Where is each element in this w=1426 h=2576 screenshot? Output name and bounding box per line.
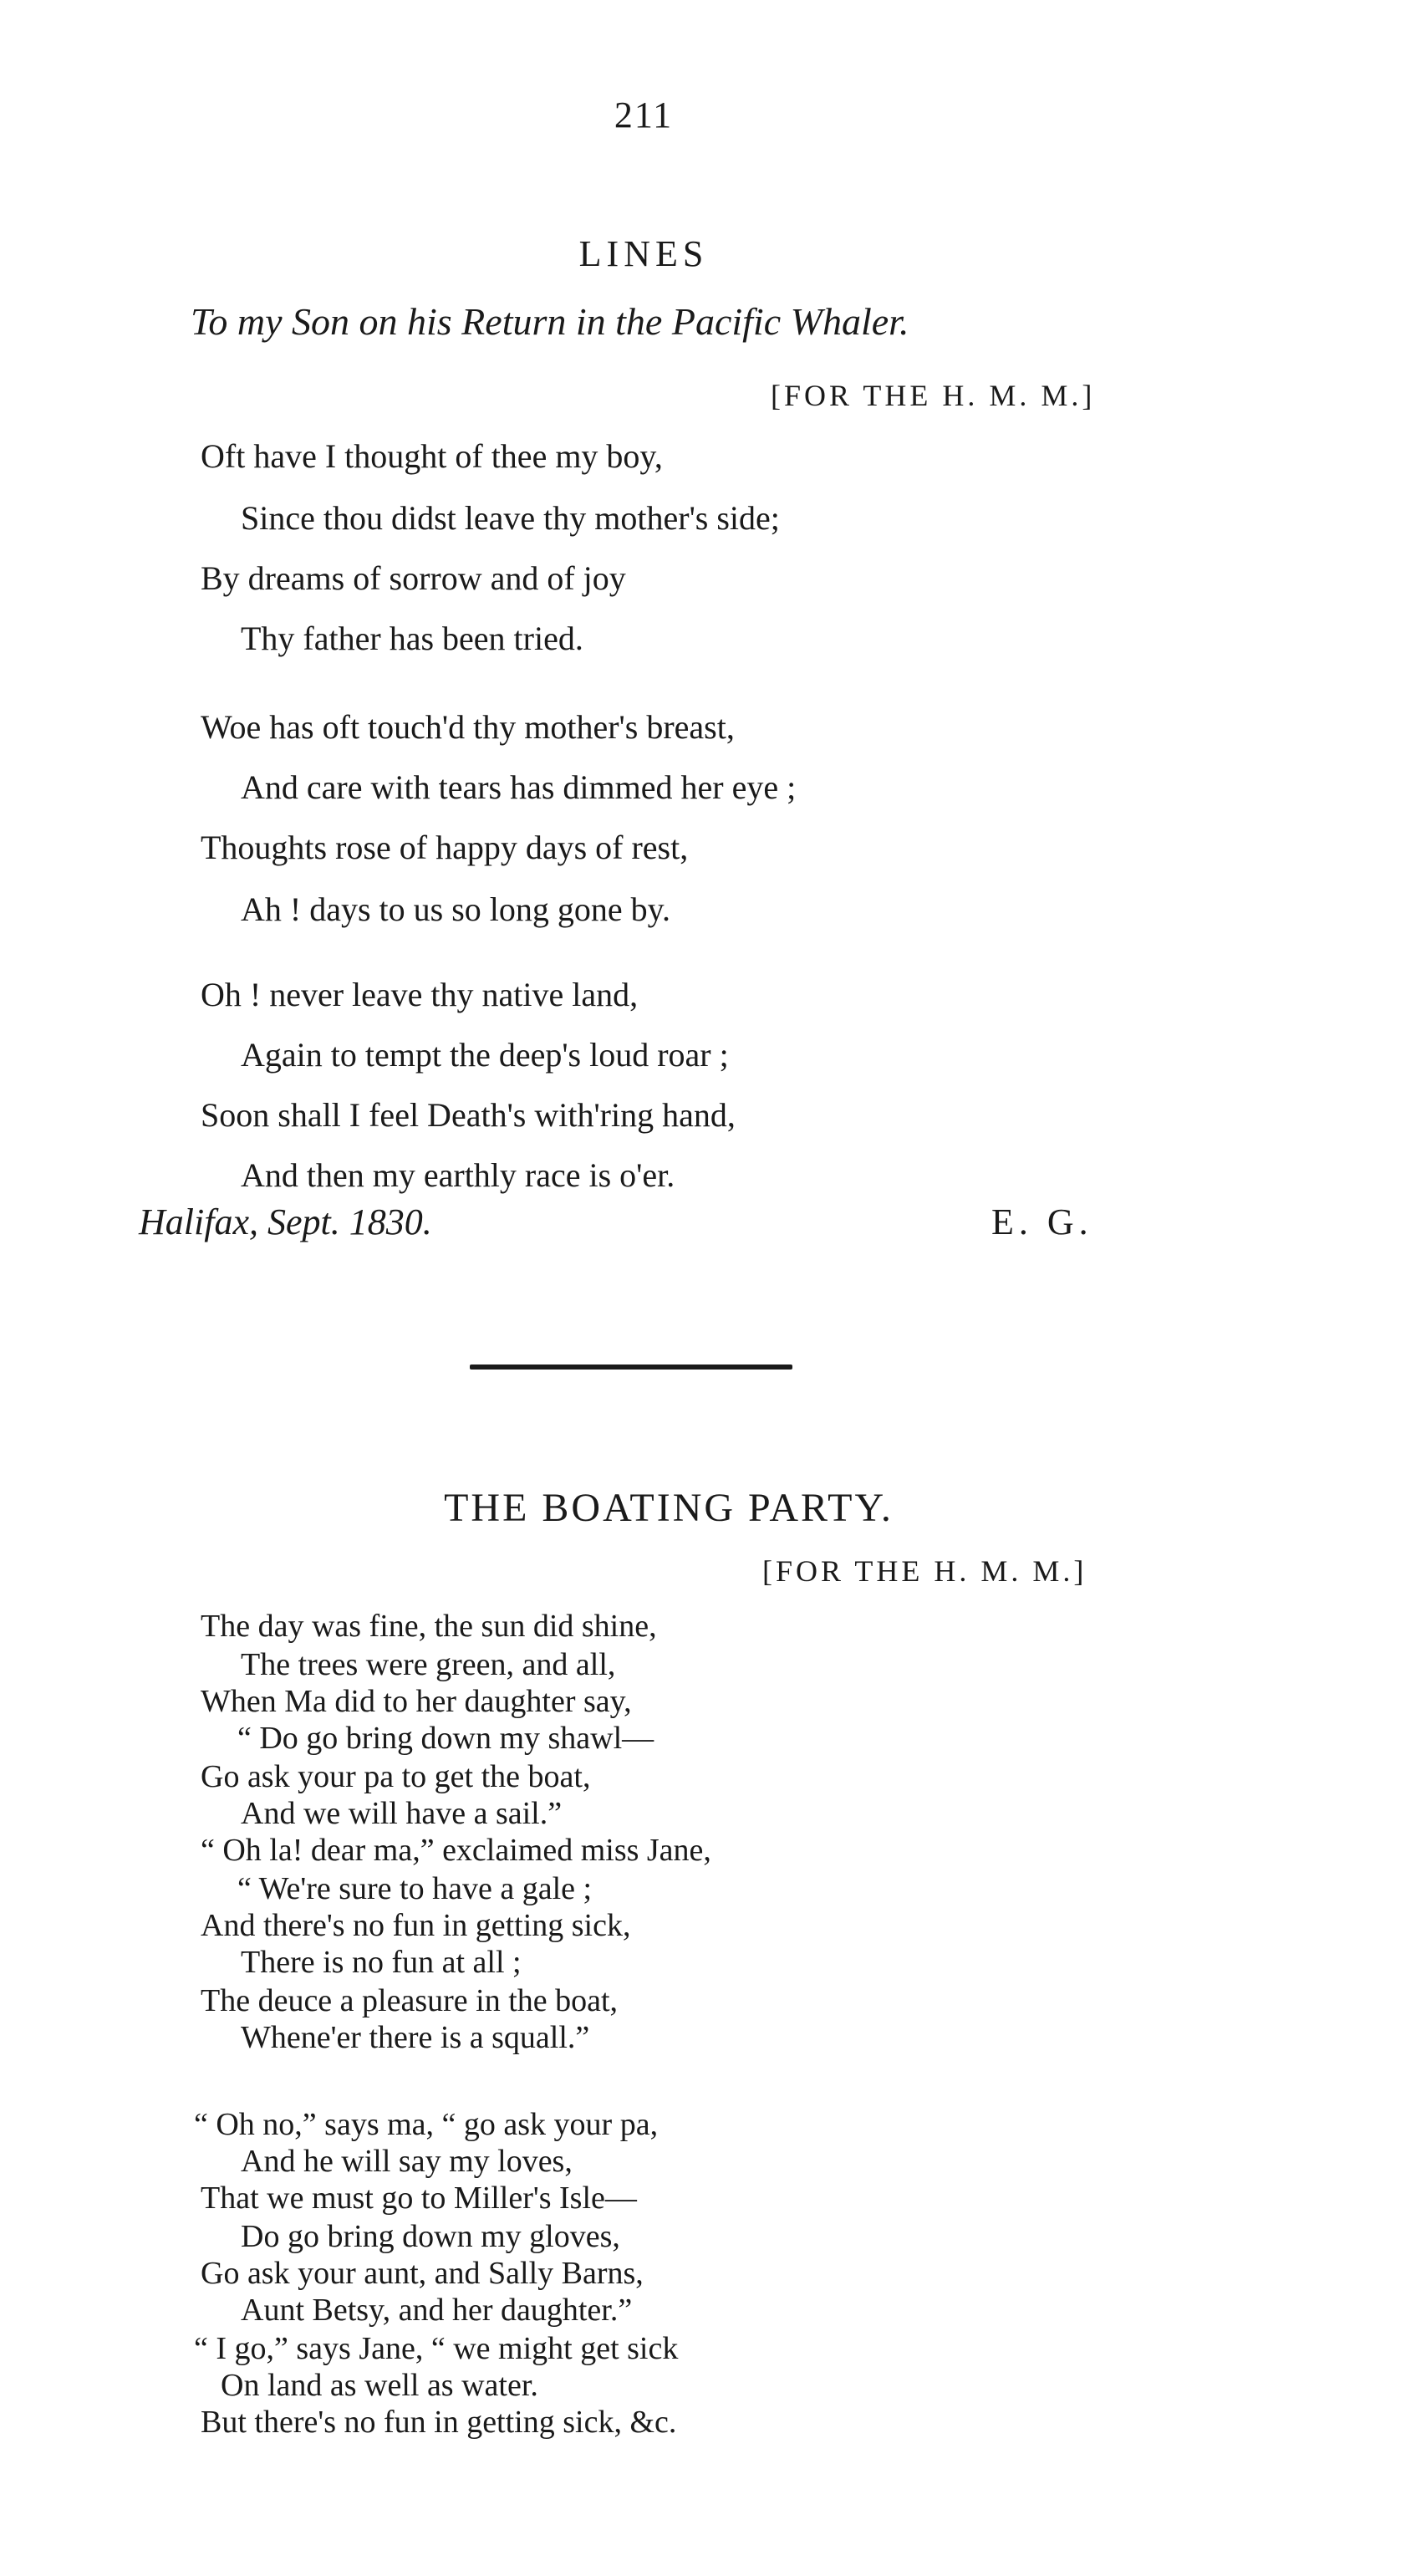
poem2-line: But there's no fun in getting sick, &c.: [201, 2405, 677, 2440]
poem1-title: LINES: [578, 233, 709, 274]
poem1-line: Thoughts rose of happy days of rest,: [201, 829, 689, 866]
poem2-line: “ Oh no,” says ma, “ go ask your pa,: [194, 2107, 659, 2142]
poem2-line: And he will say my loves,: [241, 2144, 573, 2179]
poem2-line: Go ask your aunt, and Sally Barns,: [201, 2256, 644, 2291]
poem1-attribution: [FOR THE H. M. M.]: [771, 379, 1096, 412]
poem2-attribution: [FOR THE H. M. M.]: [762, 1554, 1087, 1588]
poem2-line: “ Oh la! dear ma,” exclaimed miss Jane,: [201, 1833, 711, 1868]
poem2-line: Go ask your pa to get the boat,: [201, 1759, 591, 1794]
poem2-line: “ We're sure to have a gale ;: [237, 1871, 593, 1906]
poem1-line: Woe has oft touch'd thy mother's breast,: [201, 708, 735, 746]
poem1-line: Since thou didst leave thy mother's side;: [241, 499, 780, 537]
poem2-line: The trees were green, and all,: [241, 1647, 616, 1682]
poem1-line: Oft have I thought of thee my boy,: [201, 437, 663, 475]
page-number: 211: [614, 94, 674, 135]
section-divider: [470, 1365, 792, 1370]
poem1-line: By dreams of sorrow and of joy: [201, 559, 626, 597]
poem1-line: Again to tempt the deep's loud roar ;: [241, 1036, 729, 1074]
poem2-line: When Ma did to her daughter say,: [201, 1684, 632, 1719]
poem2-line: The deuce a pleasure in the boat,: [201, 1983, 619, 2018]
poem2-title: THE BOATING PARTY.: [444, 1486, 894, 1530]
poem1-signature: E. G.: [991, 1201, 1093, 1242]
poem2-line: “ Do go bring down my shawl—: [237, 1721, 654, 1756]
poem2-line: And there's no fun in getting sick,: [201, 1908, 631, 1943]
poem2-line: And we will have a sail.”: [241, 1796, 563, 1831]
poem1-line: Oh ! never leave thy native land,: [201, 976, 639, 1013]
poem1-line: And then my earthly race is o'er.: [241, 1156, 675, 1194]
poem1-line: Ah ! days to us so long gone by.: [241, 890, 671, 928]
poem2-line: The day was fine, the sun did shine,: [201, 1609, 657, 1644]
poem2-line: “ I go,” says Jane, “ we might get sick: [194, 2331, 679, 2366]
poem2-line: There is no fun at all ;: [241, 1945, 522, 1980]
poem2-line: Aunt Betsy, and her daughter.”: [241, 2293, 633, 2328]
poem1-line: Soon shall I feel Death's with'ring hand,: [201, 1096, 736, 1134]
poem2-line: On land as well as water.: [221, 2368, 538, 2403]
poem1-dateline: Halifax, Sept. 1830.: [139, 1201, 432, 1242]
poem2-line: Do go bring down my gloves,: [241, 2219, 620, 2254]
poem1-subtitle: To my Son on his Return in the Pacific Whaler.: [191, 300, 909, 343]
poem2-line: Whene'er there is a squall.”: [241, 2020, 590, 2055]
poem1-line: And care with tears has dimmed her eye ;: [241, 768, 797, 806]
poem1-line: Thy father has been tried.: [241, 620, 583, 657]
poem2-line: That we must go to Miller's Isle—: [201, 2181, 637, 2216]
